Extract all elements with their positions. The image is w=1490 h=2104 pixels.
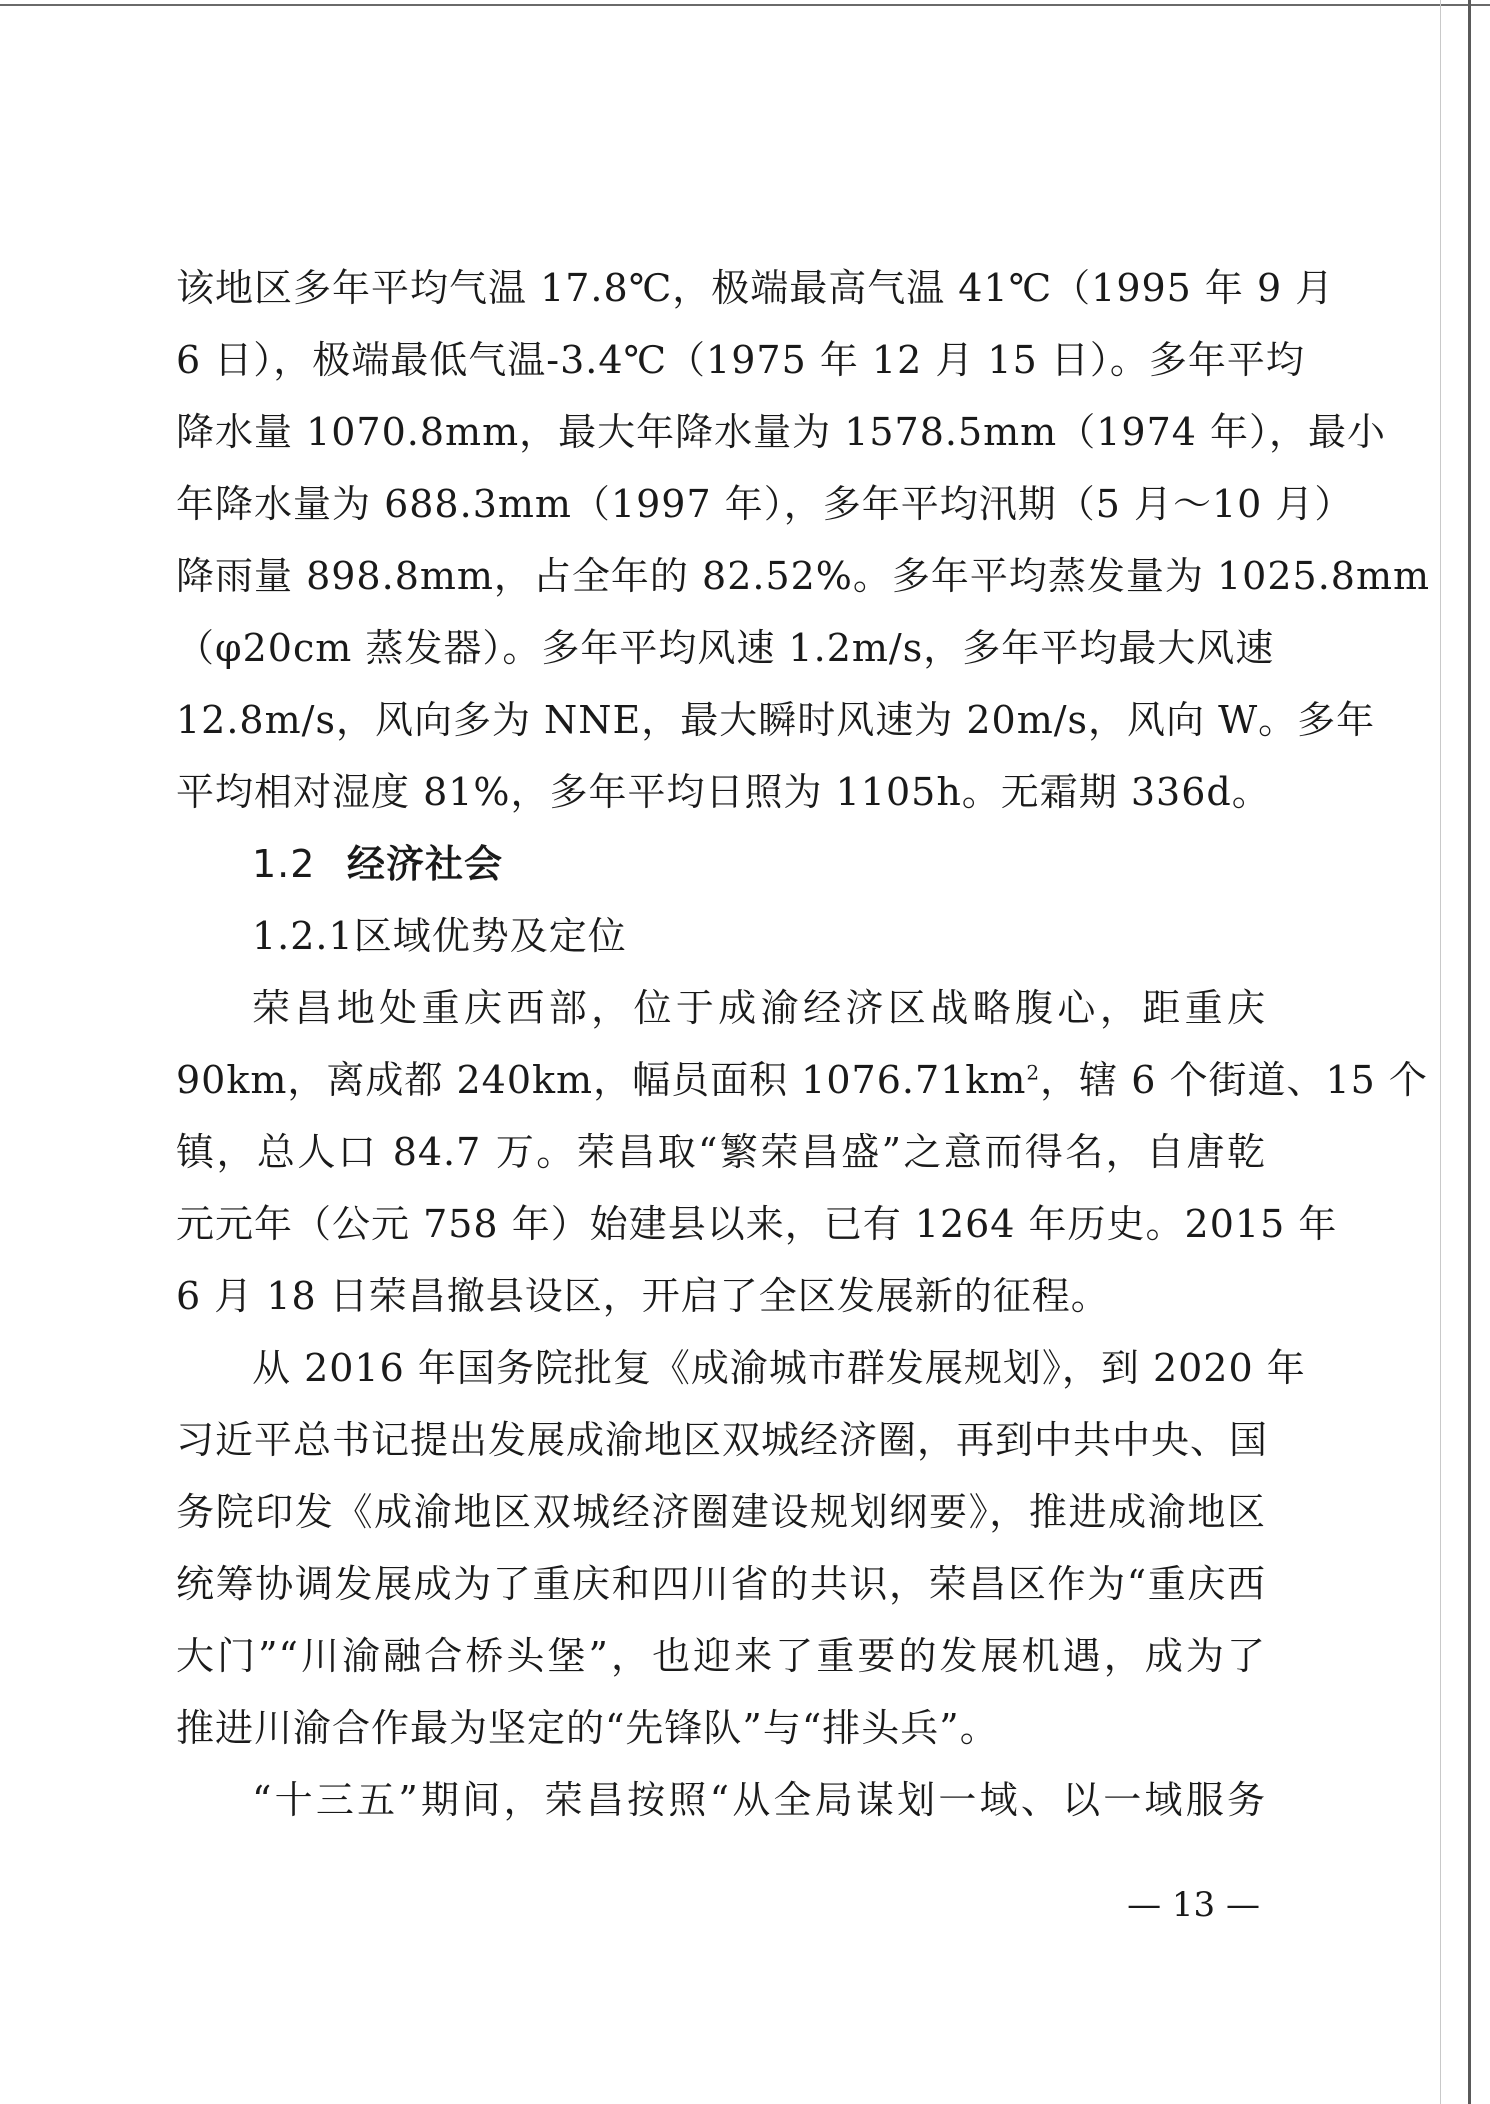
text-line: 务院印发《成渝地区双城经济圈建设规划纲要》，推进成渝地区 bbox=[176, 1490, 1266, 1534]
text-line: 平均相对湿度 81%，多年平均日照为 1105h。无霜期 336d。 bbox=[176, 770, 1271, 814]
text-line: “十三五”期间，荣昌按照“从全局谋划一域、以一域服务 bbox=[252, 1778, 1266, 1822]
page-number: — 13 — bbox=[1127, 1885, 1260, 1925]
section-title: 经济社会 bbox=[347, 842, 504, 886]
scan-binding-shadow bbox=[1440, 0, 1441, 2104]
subsection-title: 区域优势及定位 bbox=[353, 914, 627, 958]
section-number: 1.2 bbox=[252, 842, 316, 886]
text-line: 12.8m/s，风向多为 NNE，最大瞬时风速为 20m/s，风向 W。多年 bbox=[176, 698, 1376, 742]
district-text: ，辖 6 个街道、15 个 bbox=[1040, 1058, 1428, 1102]
text-line: 推进川渝合作最为坚定的“先锋队”与“排头兵”。 bbox=[176, 1706, 999, 1750]
subsection-number: 1.2.1 bbox=[252, 914, 354, 958]
text-line: 降雨量 898.8mm，占全年的 82.52%。多年平均蒸发量为 1025.8mm bbox=[176, 554, 1431, 598]
document-body bbox=[176, 252, 1431, 1836]
text-line: 6 月 18 日荣昌撤县设区，开启了全区发展新的征程。 bbox=[176, 1274, 1110, 1318]
scan-right-edge bbox=[1468, 0, 1471, 2104]
area-text: 90km，离成都 240km，幅员面积 1076.71km bbox=[176, 1058, 1027, 1102]
text-line: 年降水量为 688.3mm（1997 年），多年平均汛期（5 月～10 月） bbox=[176, 482, 1354, 526]
text-line: （φ20cm 蒸发器）。多年平均风速 1.2m/s，多年平均最大风速 bbox=[176, 626, 1275, 670]
text-line: 荣昌地处重庆西部，位于成渝经济区战略腹心，距重庆 bbox=[252, 986, 1266, 1030]
text-line: 统筹协调发展成为了重庆和四川省的共识，荣昌区作为“重庆西 bbox=[176, 1562, 1266, 1606]
paragraph-climate bbox=[176, 252, 1431, 828]
paragraph-thirteenth-five bbox=[176, 1764, 1266, 1836]
text-line: 元元年（公元 758 年）始建县以来，已有 1264 年历史。2015 年 bbox=[176, 1202, 1338, 1246]
text-line: 从 2016 年国务院批复《成渝城市群发展规划》，到 2020 年 bbox=[252, 1346, 1306, 1390]
text-line-with-superscript bbox=[176, 1044, 1428, 1116]
paragraph-rongchang-intro bbox=[176, 972, 1428, 1332]
text-line: 大门”“川渝融合桥头堡”，也迎来了重要的发展机遇，成为了 bbox=[176, 1634, 1266, 1678]
scan-top-edge bbox=[0, 4, 1490, 6]
text-line: 习近平总书记提出发展成渝地区双城经济圈，再到中共中央、国 bbox=[176, 1418, 1269, 1462]
text-line: 该地区多年平均气温 17.8℃，极端最高气温 41℃（1995 年 9 月 bbox=[176, 266, 1335, 310]
text-line: 降水量 1070.8mm，最大年降水量为 1578.5mm（1974 年），最小 bbox=[176, 410, 1387, 454]
superscript-two: 2 bbox=[1026, 1060, 1041, 1085]
section-heading-1-2 bbox=[176, 828, 1266, 900]
section-heading-1-2-1 bbox=[176, 900, 1266, 972]
text-line: 6 日），极端最低气温-3.4℃（1975 年 12 月 15 日）。多年平均 bbox=[176, 338, 1305, 382]
text-line: 镇，总人口 84.7 万。荣昌取“繁荣昌盛”之意而得名，自唐乾 bbox=[176, 1130, 1266, 1174]
paragraph-chengyu-circle bbox=[176, 1332, 1306, 1764]
